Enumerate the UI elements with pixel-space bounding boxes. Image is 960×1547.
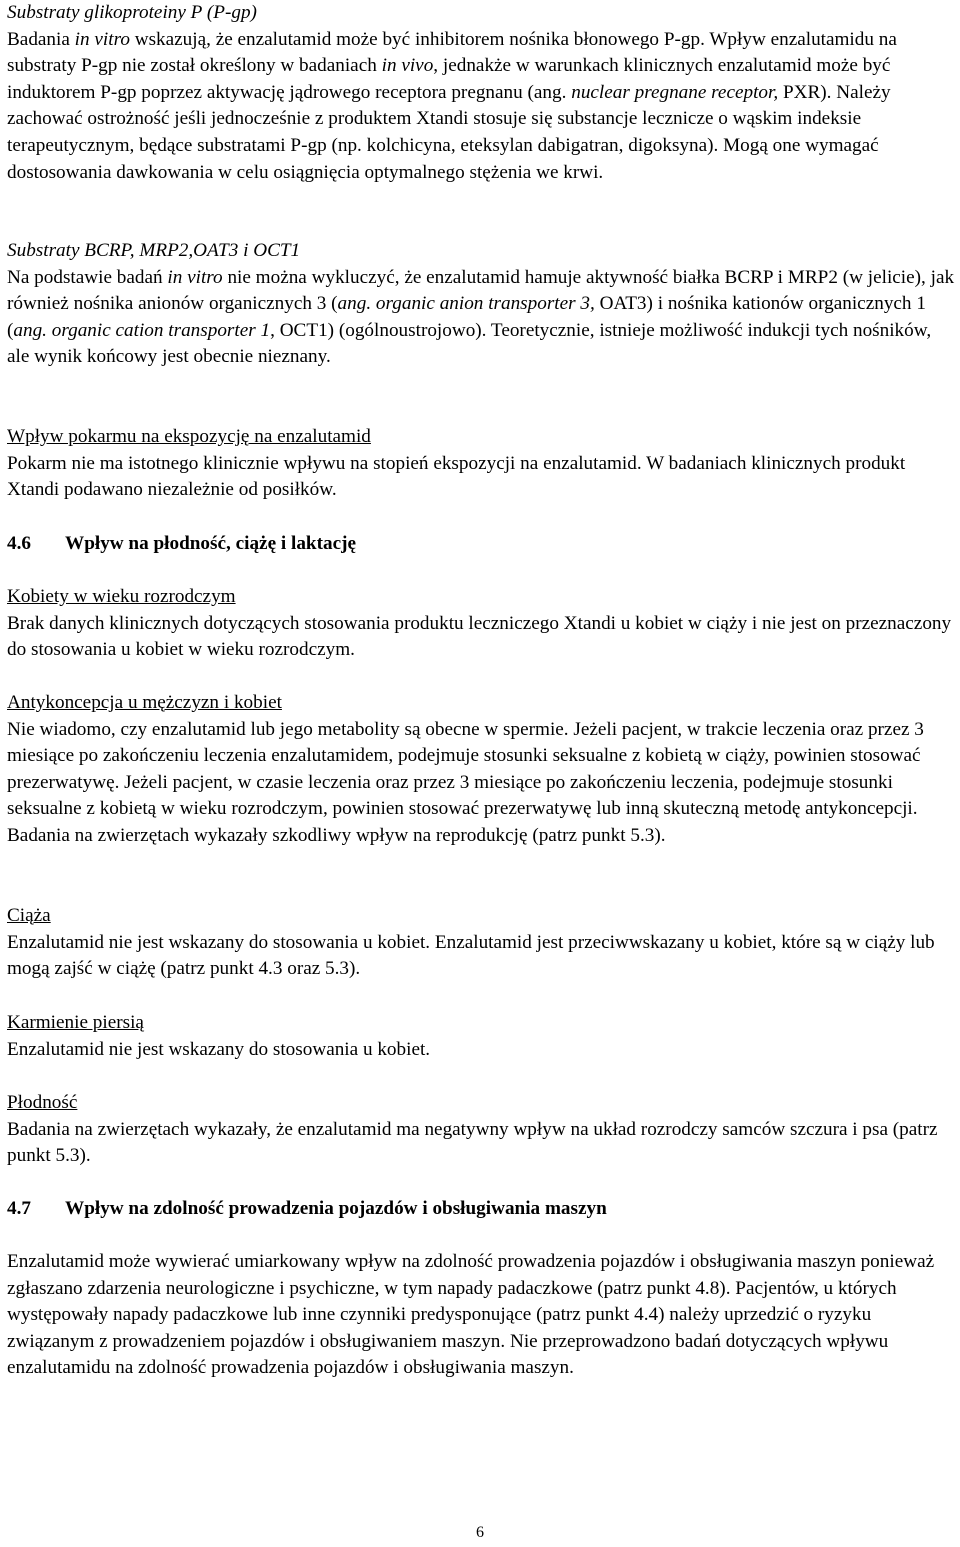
page-number: 6 — [476, 1524, 484, 1541]
section-body: Enzalutamid może wywierać umiarkowany wpływ na zdolność prowadzenia pojazdów i obsługiwania maszyn ponieważ zgłaszano zdarzenia neurologiczne i psychiczne, w tym napady padaczkowe (patrz punkt 4.8). Pacjentów, u których występowały napady padaczkowe lub inne czynniki predysponujące (patrz punkt 4.4) należy uprzedzić o ryzyku związanym z prowadzeniem pojazdów i obsługiwaniem maszyn. Nie przeprowadzono badań dotyczących wpływu enzalutamidu na zdolność prowadzenia pojazdów i obsługiwania maszyn. — [7, 1251, 935, 1379]
section-contraception — [7, 690, 955, 850]
section-title: Karmienie piersią — [7, 1012, 144, 1033]
section-body: Brak danych klinicznych dotyczących stosowania produktu leczniczego Xtandi u kobiet w ciąży i nie jest on przeznaczony do stosowania u kobiet w wieku rozrodczym. — [7, 612, 952, 661]
section-food-effect — [7, 424, 955, 504]
section-body: Badania na zwierzętach wykazały, że enzalutamid ma negatywny wpływ na układ rozrodczy samców szczura i psa (patrz punkt 5.3). — [7, 1118, 938, 1167]
section-body: Enzalutamid nie jest wskazany do stosowania u kobiet. Enzalutamid jest przeciwwskazany u kobiet, które są w ciąży lub mogą zajść w ciążę (patrz punkt 4.3 oraz 5.3). — [7, 931, 935, 980]
section-body: Na podstawie badań in vitro nie można wykluczyć, że enzalutamid hamuje aktywność białka BCRP i MRP2 (w jelicie), jak również nośnika anionów organicznych 3 (ang. organic anion transporter 3, OAT3) i nośnika kationów organicznych 1 (ang. organic cation transporter 1, OCT1) (ogólnoustrojowo). Teoretycznie, istnieje możliwość indukcji tych nośników, ale wynik końcowy jest obecnie nieznany. — [7, 266, 955, 368]
section-body: Badania in vitro wskazują, że enzalutamid może być inhibitorem nośnika błonowego P-gp. Wpływ enzalutamidu na substraty P-gp nie został określony w badaniach in vivo, jednakże w warunkach klinicznych enzalutamid może być induktorem P-gp poprzez aktywację jądrowego receptora pregnanu (ang. nuclear pregnane receptor, PXR). Należy zachować ostrożność jeśli jednocześnie z produktem Xtandi stosuje się substancje lecznicze o wąskim indeksie terapeutycznym, będące substratami P-gp (np. kolchicyna, eteksylan dabigatran, digoksyna). Mogą one wymagać dostosowania dawkowania w celu osiągnięcia optymalnego stężenia we krwi. — [7, 28, 897, 183]
section-body: Enzalutamid nie jest wskazany do stosowania u kobiet. — [7, 1038, 431, 1060]
section-title: Antykoncepcja u mężczyzn i kobiet — [7, 692, 282, 713]
section-pgp-substrates — [7, 0, 955, 186]
section-pregnancy — [7, 903, 955, 983]
section-title: Kobiety w wieku rozrodczym — [7, 586, 236, 607]
heading-number: 4.7 — [7, 1198, 31, 1219]
section-breastfeeding — [7, 1010, 955, 1063]
heading-4-7 — [7, 1196, 955, 1223]
section-bcrp-substrates — [7, 238, 955, 371]
section-body: Nie wiadomo, czy enzalutamid lub jego metabolity są obecne w spermie. Jeżeli pacjent, w trakcie leczenia oraz przez 3 miesiące po zakończeniu leczenia enzalutamidem, podejmuje stosunki seksualne z kobietą w ciąży, powinien stosować prezerwatywę. Jeżeli pacjent, w czasie leczenia oraz przez 3 miesiące po zakończeniu leczenia, podejmuje stosunki seksualne z kobietą w wieku rozrodczym, powinien stosować prezerwatywę lub inną skuteczną metodę antykoncepcji. Badania na zwierzętach wykazały szkodliwy wpływ na reprodukcję (patrz punkt 5.3). — [7, 718, 924, 846]
section-title: Substraty glikoproteiny P (P-gp) — [7, 2, 257, 23]
heading-title: Wpływ na płodność, ciążę i laktację — [65, 533, 357, 554]
section-women-childbearing — [7, 584, 955, 664]
section-fertility — [7, 1090, 955, 1170]
section-title: Ciąża — [7, 905, 51, 926]
section-title: Płodność — [7, 1092, 78, 1113]
section-title: Substraty BCRP, MRP2,OAT3 i OCT1 — [7, 240, 301, 261]
section-driving — [7, 1249, 955, 1382]
heading-4-6 — [7, 531, 955, 558]
heading-number: 4.6 — [7, 533, 31, 554]
heading-title: Wpływ na zdolność prowadzenia pojazdów i obsługiwania maszyn — [65, 1198, 607, 1219]
section-title: Wpływ pokarmu na ekspozycję na enzalutamid — [7, 426, 371, 447]
section-body: Pokarm nie ma istotnego klinicznie wpływu na stopień ekspozycji na enzalutamid. W badaniach klinicznych produkt Xtandi podawano niezależnie od posiłków. — [7, 452, 906, 501]
